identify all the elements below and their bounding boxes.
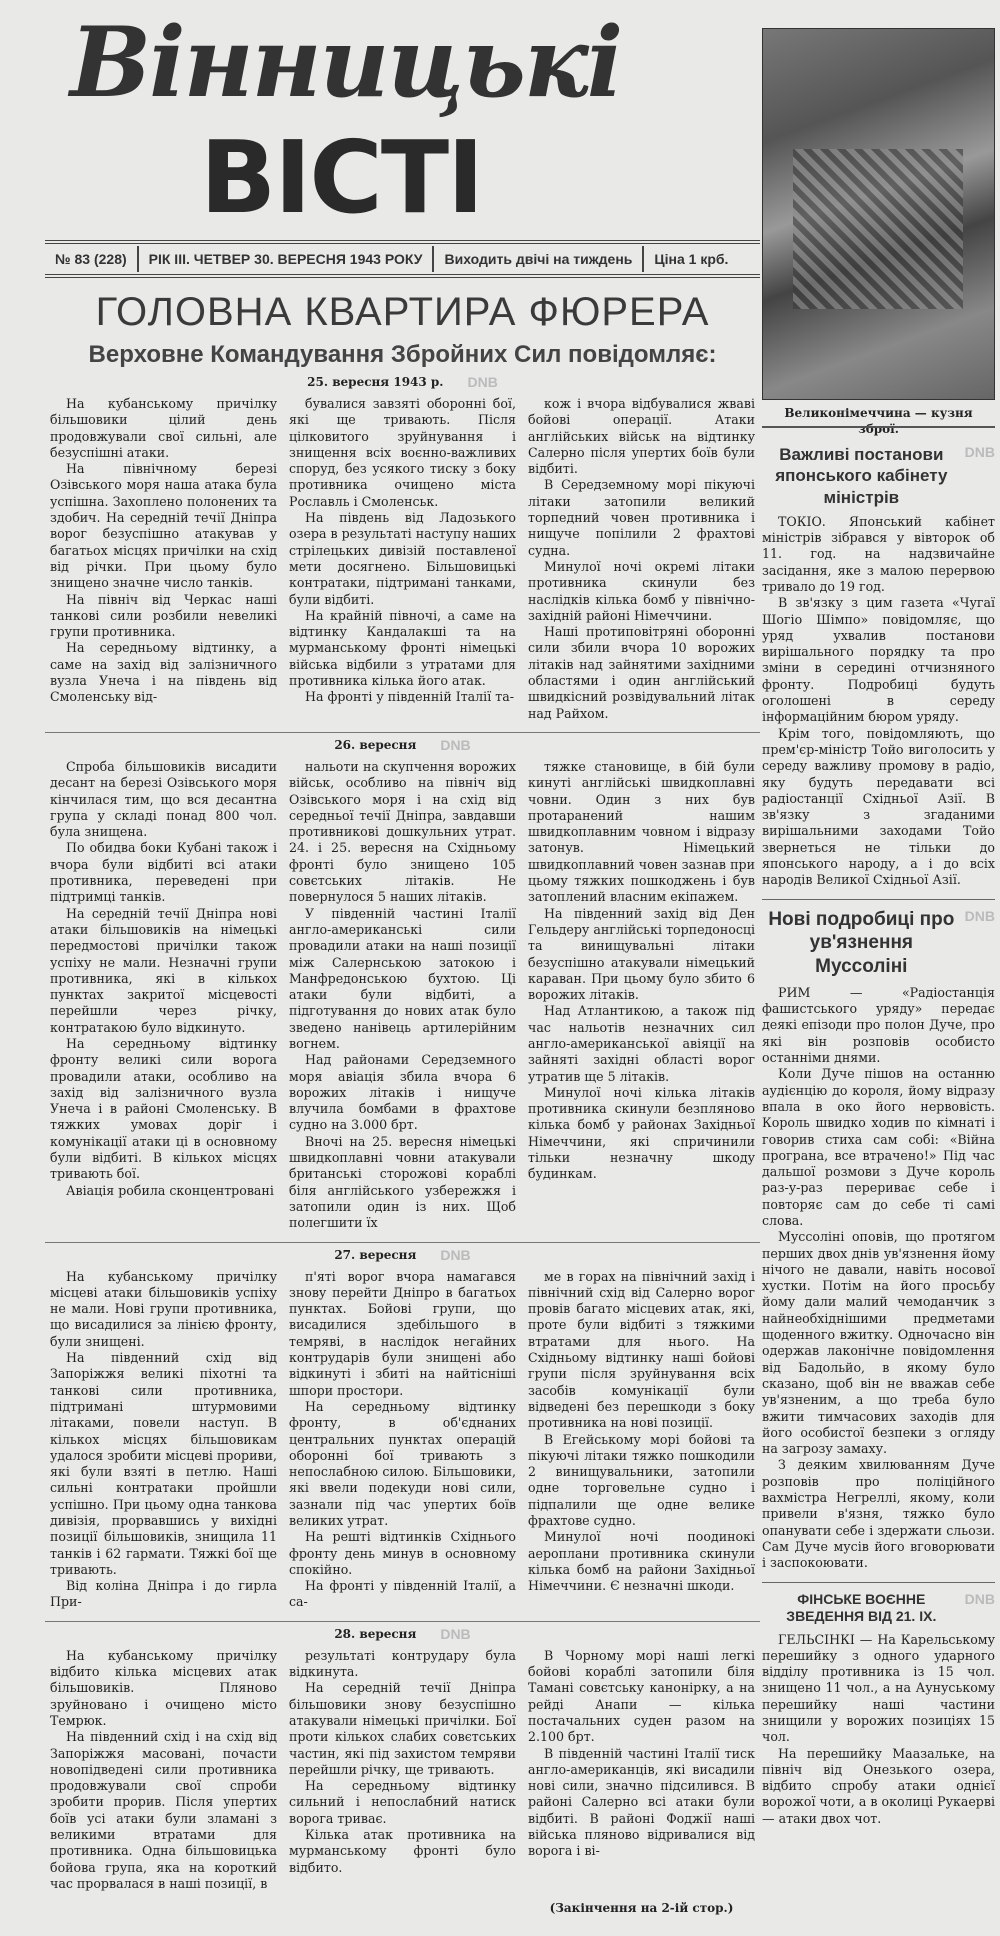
- section-columns: [45, 1648, 760, 1892]
- text-column: [289, 1648, 516, 1892]
- article-title: Нові подробиці про ув'язнення Муссоліні: [768, 908, 955, 978]
- paragraph: Коли Дуче пішов на останню аудієнцію до короля, йому відразу впала в око його нервовість. Король швидко ходив по кімнаті і говорив стиха сам собі: «Війна програна, все втрачено!» Під час дальшої розмови з Дуче король раз-у-раз перериває себе і повторяє сам до себе ті самі слова.: [762, 1066, 995, 1228]
- paragraph: На середньому відтинку фронту, в об'єднаних центральних пунктах операцій оборонні бої тривають з непослабною силою. Більшовики, які ввели подекуди нові сили, зазнали під час упертих боїв великих утрат.: [289, 1398, 516, 1528]
- paragraph: На середній течії Дніпра нові атаки більшовиків на німецькі передмостові причілки також успіху не мали. Незначні групи противника, які в кількох пунктах закритої місцевості перейшли через річку, контратакою було відкинуто.: [50, 905, 277, 1035]
- divider: [762, 426, 995, 428]
- section-date: 27. вересня: [334, 1247, 417, 1262]
- section-date-row: [45, 737, 760, 753]
- text-column: [50, 759, 277, 1232]
- section-divider: [45, 1621, 760, 1622]
- section-columns: [45, 1269, 760, 1611]
- continuation-note: (Закінчення на 2-ій стор.): [549, 1901, 734, 1916]
- text-column: [50, 1269, 277, 1611]
- sidebar-articles: [762, 436, 995, 1827]
- continuation-row: [45, 1892, 760, 1916]
- text-column: [289, 759, 516, 1232]
- front-page-photo: [762, 28, 995, 400]
- report-sections: [45, 374, 760, 1892]
- paragraph: В зв'язку з цим газета «Чугаї Шогіо Шімпо» повідомляє, що уряд ухвалив постанови вирішального порядку та про зміни в середині отчизняного фронту. Подробиці будуть оголошені в середу інформаційним бюром уряду.: [762, 595, 995, 725]
- issue-date: РІК III. ЧЕТВЕР 30. ВЕРЕСНЯ 1943 РОКУ: [139, 246, 435, 272]
- dnb-stamp: DNB: [964, 444, 995, 460]
- paragraph: Від коліна Дніпра і до гирла При-: [50, 1578, 277, 1610]
- photo-caption: Великонімеччина — кузня зброї.: [784, 406, 973, 436]
- text-column: [528, 396, 755, 722]
- main-subhead: Верховне Командування Збройних Сил повідомляє:: [88, 341, 717, 368]
- article-title-row: [762, 1591, 995, 1626]
- dnb-stamp: DNB: [440, 1246, 471, 1263]
- paragraph: У південній частині Італії англо-американські сили провадили атаки на наші позиції між Салернською затокою і Манфредонською бухтою. Ці атаки були відбиті, а підготування до нових атак було зведено нанівець артилерійним вогнем.: [289, 905, 516, 1051]
- text-column: [528, 1269, 755, 1611]
- masthead-title-line1: Вінницькі: [70, 6, 622, 119]
- paragraph: ГЕЛЬСІНКІ — На Карельському перешийку з одного ударного відділу противника із 15 чол. знищено 11 чол., а на Аунуському перешийку наші частини знищили у ворожих позиціях 15 чол.: [762, 1631, 995, 1745]
- paragraph: Минулої ночі кілька літаків противника скинули безпляново кілька бомб у районах Західньої Німеччини, які спричинили тільки незначну шкоду будинкам.: [528, 1084, 755, 1182]
- paragraph: На фронті у південній Італії та-: [305, 689, 514, 705]
- paragraph: В південній частині Італії тиск англо-американців, які висадили нові сили, значно підсилився. В районі Салерно всі атаки були відбиті. В районі Фоджії наші війська пляново відривалися від ворога і ві-: [528, 1745, 755, 1859]
- text-column: [528, 1648, 755, 1892]
- paragraph: На північ від Черкас наші танкові сили розбили невеликі групи противника.: [50, 591, 277, 640]
- paragraph: На середньому відтинку, а саме на захід від залізничного вузла Унеча і на південь від Смоленську від-: [50, 640, 277, 705]
- paragraph: На південь від Ладозького озера в результаті наступу наших стрілецьких дивізій поставленої мети досягнено. Більшовицькі контратаки, підтримані танками, були відбиті.: [289, 510, 516, 607]
- paragraph: На фронті у південній Італії, а са-: [289, 1578, 516, 1610]
- paragraph: нальоти на скупчення ворожих військ, особливо на північ від Озівського моря і на схід від середньої течії Дніпра, завдавши противникові дошкульних утрат. 24. і 25. вересня на Східньому фронті було знищено 105 совєтських літаків. Не повернулося 5 наших літаків.: [289, 758, 516, 905]
- paragraph: Вночі на 25. вересня німецькі швидкоплавні човни атакували британські сторожові кораблі біля англійського узбережжя і затопили один із них. Щоб полегшити їх: [289, 1133, 516, 1231]
- paragraph: Авіація робила сконцентровані: [66, 1182, 274, 1198]
- publication-frequency: Виходить двічі на тиждень: [434, 246, 644, 272]
- paragraph: результаті контрудару була відкинута.: [289, 1647, 516, 1680]
- paragraph: На середній течії Дніпра більшовики знову безуспішно атакували німецькі причілки. Бої проти кількох слабих совєтських частин, які під захистом темряви перейшли річку, ще тривають.: [289, 1680, 516, 1777]
- paragraph: Крім того, повідомляють, що прем'єр-міністр Тойо виголосить у середу важливу промову в радіо, яку будуть передавати всі радіостанції Східньої Азії. В зв'язку з згаданими вирішальними заходами Тойо звернеться не тільки до японського народу, а і до всіх народів Великої Східньої Азії.: [762, 725, 995, 888]
- article-title: Важливі постанови японського кабінету міністрів: [775, 445, 948, 507]
- dnb-stamp: DNB: [440, 736, 471, 753]
- paragraph: На крайній півночі, а саме на відтинку Кандалакші та на мурманському фронті німецькі війська відбили з утратами для противника кілька його атак.: [289, 607, 516, 689]
- divider: [762, 1582, 995, 1583]
- paragraph: На південний захід від Ден Гельдеру англійські торпедоносці та винищувальні літаки безуспішно атакували німецький караван. При цьому було збито 6 ворожих літаків.: [528, 905, 756, 1003]
- article-body: [762, 514, 995, 889]
- paragraph: Спроба більшовиків висадити десант на березі Озівського моря кінчилася тим, що вся десантна група у складі понад 800 чол. була знищена.: [50, 758, 277, 840]
- main-report: [45, 288, 760, 1916]
- dnb-stamp: DNB: [440, 1625, 471, 1642]
- article-title: ФІНСЬКЕ ВОЄННЕ ЗВЕДЕННЯ ВІД 21. ІХ.: [786, 1590, 937, 1625]
- paragraph: Над районами Середземного моря авіація збила вчора 6 ворожих літаків і нищуче влучила бомбами в фрахтове судно на 3.000 брт.: [289, 1052, 516, 1133]
- paragraph: п'яті ворог вчора намагався знову перейти Дніпро в багатьох пунктах. Бойові групи, що висадилися здебільшого в темряві, в наслідок негайних контрударів були знищені або відкинуті і збиті на найтісніші шпори простори.: [289, 1268, 516, 1398]
- issue-number: № 83 (228): [45, 246, 139, 272]
- section-date-row: [45, 374, 760, 390]
- paragraph: бувалися завзяті оборонні бої, які ще тривають. Після цілковитого зруйнування і знищення всіх воєнно-важливих споруд, без усякого тиску з боку противника очищено міста Рославль і Смоленськ.: [289, 396, 516, 509]
- section-columns: [45, 759, 760, 1232]
- article-body: [762, 1632, 995, 1828]
- paragraph: На середньому відтинку сильний і непослабний натиск ворога триває.: [289, 1778, 516, 1826]
- paragraph: ТОКІО. Японський кабінет міністрів зібрався у вівторок об 11. год. на надзвичайне засідання, яке з малою перервою тривало до 19 год.: [762, 513, 995, 594]
- paragraph: На кубанському причілку більшовики цілий день продовжували свої сильні, але безуспішні атаки.: [50, 396, 277, 460]
- paragraph: На північному березі Озівського моря наша атака була успішна. Захоплено полонених та здобич. На середній течії Дніпра ворог безуспішно атакував у багатьох місцях причілки на схід від річки. При цьому було знищено значне число танків.: [50, 461, 277, 591]
- article-title-row: [762, 908, 995, 979]
- paragraph: Минулої ночі окремі літаки противника скинули без наслідків кілька бомб у північно-західній районі Німеччини.: [528, 558, 755, 623]
- article-title-row: [762, 444, 995, 508]
- issue-price: Ціна 1 крб.: [654, 251, 729, 267]
- section-date: 28. вересня: [334, 1626, 417, 1641]
- article-body: [762, 985, 995, 1572]
- paragraph: На середньому відтинку фронту великі сили ворога провадили атаки, особливо на захід від залізничного вузла Унеча і в районі Смоленську. В тяжких умовах доріг і комунікації атаки ці в основному були відбиті. В кількох місцях тривають бої.: [50, 1035, 277, 1182]
- paragraph: По обидва боки Кубані також і вчора були відбиті всі атаки противника, переведені при підтримці танків.: [50, 840, 277, 905]
- paragraph: Муссоліні оповів, що протягом перших двох днів ув'язнення йому нічого не давали, навіть носової хустки. Потім на його просьбу йому дали малий чемоданчик з найнеобхіднішими предметами щоденного вжитку. Одночасно він одержав лаконічне повідомлення від Бадольйо, в якому було сказано, щоб він не вважав себе ув'язненим, а що треба було вжити тимчасових заходів для його особистої безпеки з огляду на загрозу замаху.: [762, 1229, 995, 1457]
- divider: [762, 899, 995, 900]
- paragraph: ме в горах на північний захід і північний схід від Салерно ворог провів багато місцевих атак, які, проте були відбиті з тяжкими втратами для нього. На Східньому відтинку наші бойові групи після зруйнування всіх засобів комунікації були відведені без перешкоди з боку противника на нові позиції.: [528, 1268, 755, 1431]
- paragraph: На перешийку Маазальке, на північ від Онезького озера, відбито спробу атаки однієї ворожої чоти, а в околиці Рукаерві — атаки двох чот.: [762, 1745, 995, 1826]
- text-column: [50, 396, 277, 722]
- section-date-row: [45, 1626, 760, 1642]
- text-column: [528, 759, 755, 1232]
- section-divider: [45, 732, 760, 733]
- section-date: 25. вересня 1943 р.: [307, 375, 444, 389]
- paragraph: На кубанському причілку місцеві атаки більшовиків успіху не мали. Нові групи противника, що висадилися за лінією фронту, були знищені.: [50, 1268, 277, 1349]
- section-divider: [45, 1242, 760, 1243]
- dnb-stamp: DNB: [964, 1590, 995, 1607]
- text-column: [289, 1269, 516, 1611]
- dnb-stamp: DNB: [467, 374, 498, 390]
- section-columns: [45, 396, 760, 722]
- paragraph: На кубанському причілку відбито кілька місцевих атак більшовиків. Пляново зруйновано і очищено місто Темрюк.: [50, 1647, 277, 1728]
- paragraph: В Середземному морі пікуючі літаки затопили великий торпедний човен противника і нищуче попілили 2 фрахтові судна.: [528, 477, 755, 558]
- issue-info-bar: [45, 240, 760, 278]
- paragraph: На південний схід від Запоріжжя великі піхотні та танкові сили противника, підтримані штурмовими літаками, повели наступ. В кількох місцях більшовикам удалося зробити місцеві прориви, які були взяті в петлю. Наші сильні контратаки пройшли успішно. При цьому одна танкова дивізія, прорвавшись у вихідні позиції більшовиків, знищила 11 танків і 62 гармати. Тяжкі бої ще тривають.: [50, 1350, 277, 1577]
- section-date-row: [45, 1247, 760, 1263]
- text-column: [289, 396, 516, 722]
- paragraph: тяжке становище, в бій були кинуті англійські швидкоплавні човни. Один з них був протаранений нашим швидкоплавним човном і відразу затонув. Німецький швидкоплавний човен зазнав при цьому тяжких пошкоджень і був затоплений власним екіпажем.: [528, 758, 755, 905]
- section-date: 26. вересня: [334, 737, 417, 752]
- paragraph: Над Атлантикою, а також під час нальотів незначних сил англо-американської авіяції на зайняті західні області ворог утратив ще 5 літаків.: [528, 1003, 755, 1084]
- paragraph: З деяким хвилюванням Дуче розповів про поліційного вахмістра Негреллі, якому, коли привели в'язня, тяжко було опанувати себе і здержати сльози. Сам Дуче мусів його вговорювати і заспокоювати.: [762, 1457, 995, 1571]
- paragraph: кож і вчора відбувалися жваві бойові операції. Атаки англійських військ на відтинку Салерно після упертих боїв були відбиті.: [528, 396, 755, 477]
- paragraph: На решті відтинків Східнього фронту день минув в основному спокійно.: [289, 1529, 516, 1577]
- paragraph: В Егейському морі бойові та пікуючі літаки тяжко пошкодили 2 винищувальники, затопили одне торговельне судно і підпалили ще одне велике фрахтове судно.: [528, 1431, 755, 1528]
- paragraph: Минулої ночі поодинокі аероплани противника скинули кілька бомб на райони Західньої Німеччини. Є незначні шкоди.: [528, 1529, 755, 1594]
- main-headline: ГОЛОВНА КВАРТИРА ФЮРЕРА: [95, 290, 710, 334]
- text-column: [50, 1648, 277, 1892]
- paragraph: На південний схід і на схід від Запоріжжя масовані, почасти новопідведені сили противника продовжували свої спроби зробити прорив. Після упертих боїв усі атаки були зламані з великими втратами для противника. Одна більшовицька бойова група, яка на короткий час прорвалася в наші позиції, в: [50, 1729, 277, 1891]
- paragraph: РИМ — «Радіостанція фашистського уряду» передає деякі епізоди про полон Дуче, про які він розповів особисто останніми днями.: [762, 984, 995, 1066]
- masthead-title-line2: ВІСТІ: [200, 119, 483, 236]
- dnb-stamp: DNB: [964, 907, 995, 924]
- paragraph: Кілька атак противника на мурманському фронті було відбито.: [289, 1827, 516, 1875]
- paragraph: Наші протиповітряні оборонні сили збили вчора 10 ворожих літаків над зайнятими західними областями і один англійський швидкісний розвідувальний літак над Райхом.: [528, 624, 755, 721]
- paragraph: В Чорному морі наші легкі бойові кораблі затопили біля Тамані совєтську канонірку, а на рейді Анапи — кілька постачальних суден разом на 2.100 брт.: [528, 1647, 755, 1745]
